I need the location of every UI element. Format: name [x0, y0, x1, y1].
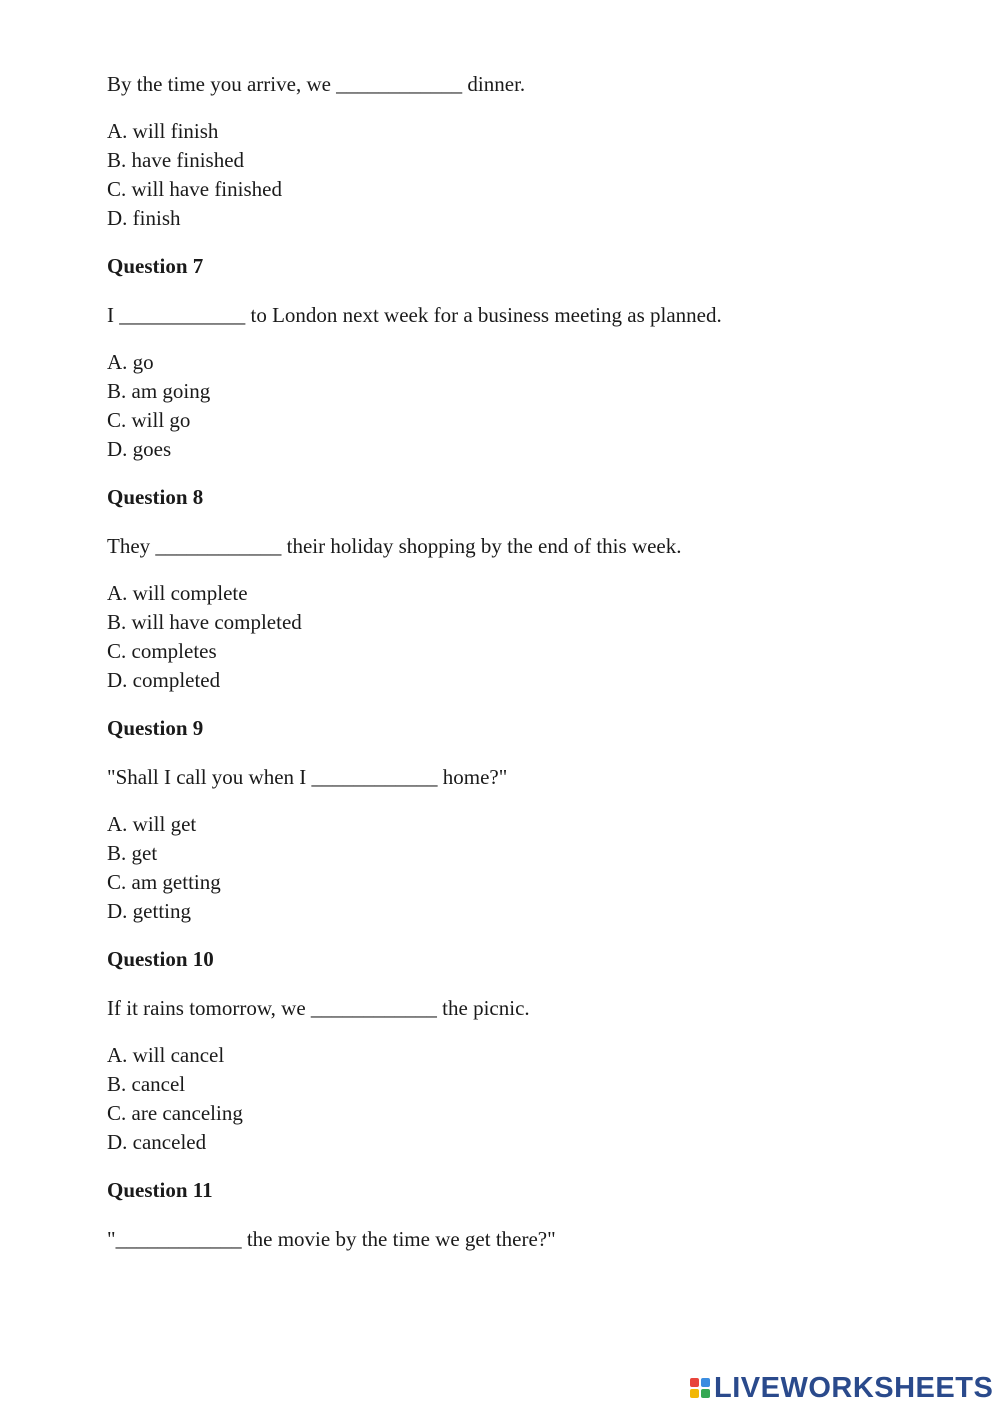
question-title: Question 8	[107, 485, 204, 509]
option-b[interactable]: B. am going	[107, 379, 211, 403]
question-stem: By the time you arrive, we ____________ dinner.	[107, 72, 526, 96]
answer-options	[107, 579, 967, 695]
question-stem: "____________ the movie by the time we get there?"	[107, 1227, 556, 1251]
liveworksheets-logo	[690, 1371, 993, 1405]
option-c[interactable]: C. completes	[107, 639, 217, 663]
option-d[interactable]: D. completed	[107, 668, 221, 692]
logo-tile	[701, 1378, 710, 1387]
option-a[interactable]: A. will get	[107, 812, 197, 836]
question-stem: I ____________ to London next week for a business meeting as planned.	[107, 303, 722, 327]
question-9-block	[107, 712, 967, 926]
question-stem: If it rains tomorrow, we ____________ the picnic.	[107, 996, 530, 1020]
question-stem: "Shall I call you when I ____________ home?"	[107, 765, 508, 789]
option-b[interactable]: B. have finished	[107, 148, 245, 172]
question-6-block	[107, 68, 967, 233]
worksheet-page	[107, 68, 967, 1272]
option-b[interactable]: B. cancel	[107, 1072, 186, 1096]
answer-options	[107, 1041, 967, 1157]
option-a[interactable]: A. will cancel	[107, 1043, 225, 1067]
option-a[interactable]: A. go	[107, 350, 154, 374]
option-d[interactable]: D. canceled	[107, 1130, 207, 1154]
brand-name: LIVEWORKSHEETS	[714, 1371, 994, 1404]
question-10-block	[107, 943, 967, 1157]
answer-options	[107, 348, 967, 464]
logo-tile	[690, 1389, 699, 1398]
option-d[interactable]: D. getting	[107, 899, 191, 923]
option-a[interactable]: A. will complete	[107, 581, 248, 605]
question-title: Question 10	[107, 947, 214, 971]
question-title: Question 7	[107, 254, 204, 278]
option-d[interactable]: D. goes	[107, 437, 172, 461]
question-11-block	[107, 1174, 967, 1255]
option-c[interactable]: C. am getting	[107, 870, 221, 894]
answer-options	[107, 117, 967, 233]
question-title: Question 11	[107, 1178, 213, 1202]
question-title: Question 9	[107, 716, 204, 740]
question-8-block	[107, 481, 967, 695]
answer-options	[107, 810, 967, 926]
question-7-block	[107, 250, 967, 464]
option-d[interactable]: D. finish	[107, 206, 181, 230]
question-stem: They ____________ their holiday shopping by the end of this week.	[107, 534, 682, 558]
option-a[interactable]: A. will finish	[107, 119, 219, 143]
logo-tiles-icon	[690, 1378, 710, 1398]
option-b[interactable]: B. will have completed	[107, 610, 302, 634]
option-c[interactable]: C. will have finished	[107, 177, 282, 201]
option-c[interactable]: C. are canceling	[107, 1101, 243, 1125]
option-c[interactable]: C. will go	[107, 408, 191, 432]
option-b[interactable]: B. get	[107, 841, 158, 865]
logo-tile	[701, 1389, 710, 1398]
logo-tile	[690, 1378, 699, 1387]
